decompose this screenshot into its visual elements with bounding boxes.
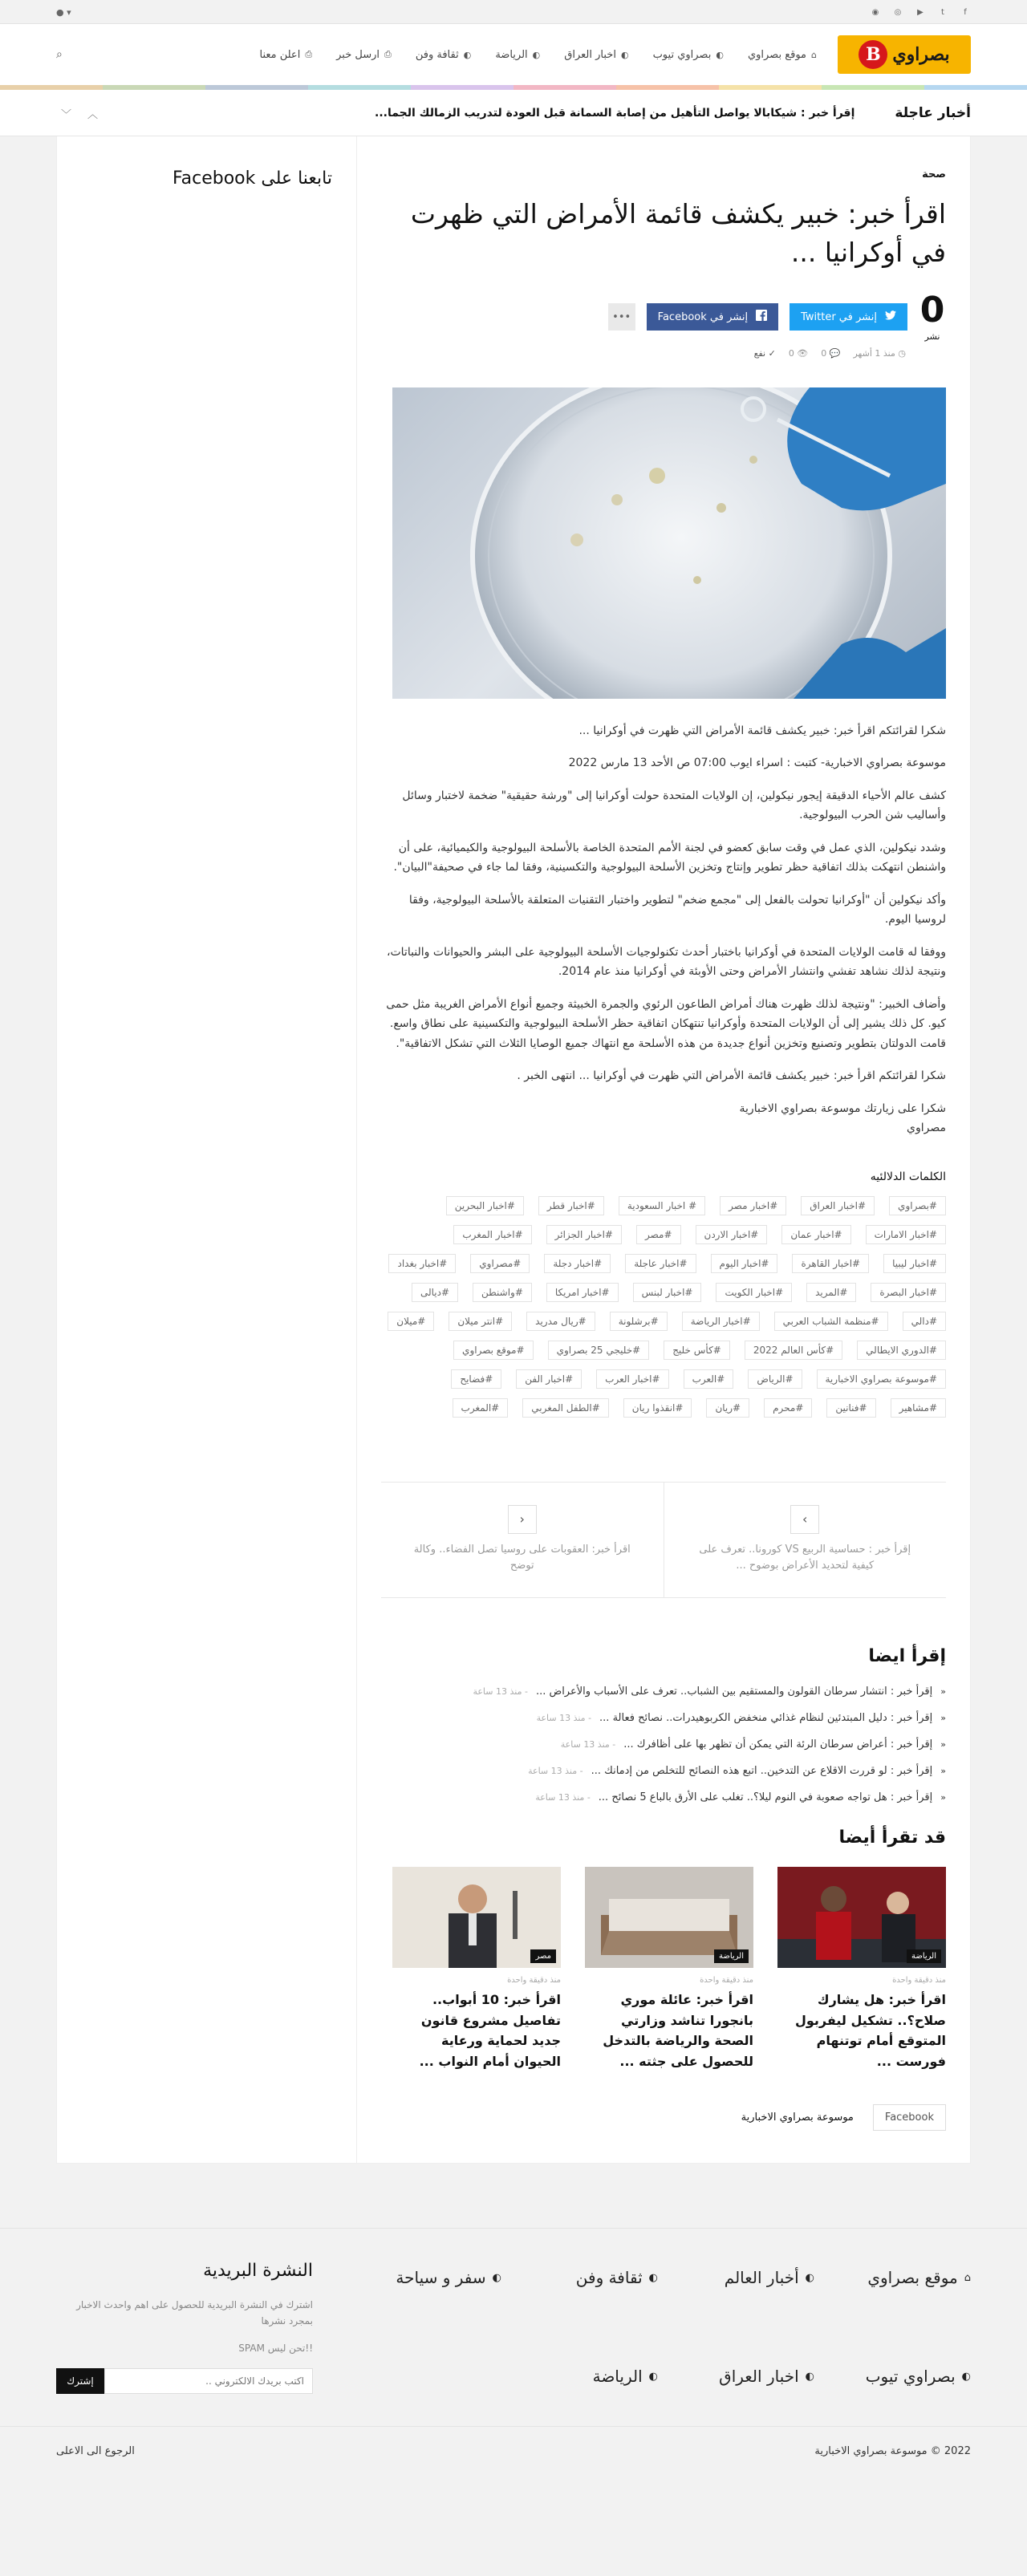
tag-link[interactable]: #اخبار الجزائر <box>546 1225 622 1244</box>
footer-category-label: اخبار العراق <box>719 2367 799 2387</box>
tag-link[interactable]: #اخبار الكويت <box>716 1283 792 1302</box>
tag-link[interactable]: #اخبار الامارات <box>866 1225 946 1244</box>
tag-link[interactable]: #اخبار العرب <box>596 1369 668 1389</box>
tag-link[interactable]: #دالي <box>903 1312 946 1331</box>
tag-link[interactable]: #اخبار البصرة <box>871 1283 946 1302</box>
nav-item[interactable] <box>259 49 312 61</box>
footer-categories <box>345 2261 971 2394</box>
tag-link[interactable]: #فنانين <box>826 1398 875 1418</box>
read-also-item-title: إقرأ خبر : انتشار سرطان القولون والمستقيم بين الشباب.. تعرف على الأسباب والأعراض ... <box>535 1686 933 1698</box>
tags-title: الكلمات الدلالئيه <box>870 1170 946 1183</box>
tag-link[interactable]: #المغرب <box>453 1398 509 1418</box>
tag-link[interactable]: #منظمة الشباب العربي <box>774 1312 888 1331</box>
read-also-item-title: إقرأ خبر : لو قررت الاقلاع عن التدخين.. اتبع هذه النصائح للتخلص من إدمانك ... <box>591 1765 933 1778</box>
facebook-icon <box>756 310 767 324</box>
newsletter-email-input[interactable] <box>104 2368 313 2394</box>
sidebar <box>57 136 356 2163</box>
news-card-category[interactable]: الرياضة <box>714 1949 749 1963</box>
tag-link[interactable]: #اخبار امريكا <box>546 1283 619 1302</box>
nav-item[interactable] <box>336 49 392 61</box>
share-twitter-button[interactable] <box>790 303 907 331</box>
tag-link[interactable]: # اخبار السعودية <box>619 1196 705 1215</box>
tag-link[interactable]: #اخبار دجلة <box>544 1254 611 1273</box>
nav-item[interactable] <box>495 49 540 61</box>
tag-link[interactable]: #كأس العالم 2022 <box>745 1341 842 1360</box>
footer-category-icon: ⌂ <box>964 2271 971 2284</box>
post-navigation <box>381 1482 946 1599</box>
read-also-list <box>381 1686 946 1803</box>
tag-link[interactable]: #موقع بصراوي <box>453 1341 534 1360</box>
footer-category-link[interactable] <box>501 2261 658 2295</box>
read-also-item[interactable] <box>381 1712 946 1724</box>
comment-tabs <box>381 2104 946 2131</box>
footer-category-label: بصراوي تيوب <box>865 2367 956 2387</box>
view-count: 👁 0 <box>788 347 809 359</box>
share-twitter-label: إنشر في Twitter <box>801 310 877 323</box>
article-source: مصراوي <box>907 1122 946 1135</box>
logo-text: بصراوي <box>892 44 950 65</box>
footer-category-icon: ◐ <box>805 2370 814 2383</box>
tag-link[interactable]: #اخبار المغرب <box>453 1225 531 1244</box>
tag-link[interactable]: #واشنطن <box>473 1283 532 1302</box>
tag-link[interactable]: #اخبار ليبيا <box>883 1254 946 1273</box>
tag-link[interactable]: #ريان <box>706 1398 749 1418</box>
tag-link[interactable]: #اخبار قطر <box>538 1196 604 1215</box>
tag-link[interactable]: #اخبار الرياضة <box>682 1312 760 1331</box>
read-also-item-time: - منذ 13 ساعة <box>528 1766 583 1777</box>
footer-category-label: سفر و سياحة <box>396 2268 486 2288</box>
tag-link[interactable]: #برشلونة <box>610 1312 668 1331</box>
tag-link[interactable]: #بصراوي <box>889 1196 946 1215</box>
tag-link[interactable]: #كأس خليج <box>664 1341 730 1360</box>
tag-link[interactable]: #مصراوي <box>470 1254 530 1273</box>
footer-category-link[interactable] <box>658 2261 814 2295</box>
main-nav <box>56 48 817 61</box>
nav-item-icon: ◐ <box>532 49 541 60</box>
tag-link[interactable]: #ميلان <box>388 1312 434 1331</box>
news-card-date: منذ دقيقة واحدة <box>507 1976 561 1986</box>
tag-link[interactable]: #اخبار الفن <box>516 1369 582 1389</box>
newsletter-title: النشرة البريدية <box>203 2260 313 2281</box>
prev-arrow-icon: ‹ <box>508 1505 537 1534</box>
tag-link[interactable]: #اخبار البحرين <box>446 1196 524 1215</box>
twitter-icon[interactable]: t <box>941 7 944 17</box>
nav-item[interactable] <box>416 49 471 61</box>
youtube-icon[interactable]: ▶ <box>917 7 923 17</box>
newsletter-subscribe-button[interactable]: إشترك <box>56 2368 104 2394</box>
tag-link[interactable]: #الدوري الايطالي <box>857 1341 946 1360</box>
nav-item-icon: ◐ <box>620 49 629 60</box>
rss-icon[interactable]: ◉ <box>871 7 879 17</box>
news-card-date: منذ دقيقة واحدة <box>892 1976 946 1986</box>
read-also-item[interactable] <box>381 1765 946 1777</box>
breaking-news-bar <box>0 90 1027 136</box>
article-feature-image <box>392 387 946 699</box>
nav-item[interactable] <box>564 49 628 61</box>
next-post-title: إقرأ خبر : حساسية الربيع VS كورونا.. تعرف على كيفية لتحديد الأعراض بوضوح ... <box>699 1543 911 1572</box>
news-card-category[interactable]: مصر <box>530 1949 556 1963</box>
site-header <box>0 24 1027 85</box>
tag-link[interactable]: #مشاهير <box>891 1398 946 1418</box>
article-body <box>381 721 946 1138</box>
news-card-image[interactable] <box>777 1867 946 1968</box>
news-card-date: منذ دقيقة واحدة <box>700 1976 753 1986</box>
chevron-icon: « <box>940 1713 946 1724</box>
article-paragraph: وأضاف الخبير: "ونتيجة لذلك ظهرت هناك أمراض الطاعون الرئوي والجمرة الخبيثة وجميع أنواع الأمراض الغريبة مثل حمى كيو. كل ذلك يشير إلى أن الولايات المتحدة وأوكرانيا تنتهكان اتفاقية حظر الأسلحة البيولوجية والتكسينية على نطاق واسع. قامت الدولتان بتطوير وتصنيع وتخزين أنواع جديدة من هذه الأسلحة مع انتهاك جميع الوصايا الثلاث التي تشكل الاتفاقية". <box>386 997 946 1050</box>
twitter-icon <box>885 310 896 323</box>
news-card-category[interactable]: الرياضة <box>907 1949 941 1963</box>
share-count <box>919 289 946 342</box>
nav-item-label: ثقافة وفن <box>415 48 459 61</box>
footer-category-icon: ◐ <box>961 2370 971 2383</box>
prev-post-link[interactable] <box>381 1483 664 1598</box>
tag-link[interactable]: #اخبار الاردن <box>696 1225 768 1244</box>
breaking-down-icon[interactable]: ﹀ <box>61 108 72 121</box>
social-links <box>870 8 971 17</box>
tag-link[interactable]: #اخبار عمان <box>781 1225 850 1244</box>
tag-link[interactable]: #مصر <box>636 1225 681 1244</box>
read-also-item-title: إقرأ خبر : هل تواجه صعوبة في النوم ليلا؟.. تغلب على الأرق بالباع 5 نصائح ... <box>598 1791 933 1804</box>
chevron-icon: « <box>940 1686 946 1698</box>
search-icon[interactable]: ⌕ <box>56 48 63 61</box>
article-column <box>356 136 970 2163</box>
read-also-item[interactable] <box>381 1791 946 1803</box>
tag-link[interactable]: #محرم <box>764 1398 812 1418</box>
news-card[interactable] <box>585 1867 753 2071</box>
share-facebook-label: إنشر في Facebook <box>657 310 749 323</box>
vote-button[interactable]: ✓ نفع <box>753 347 776 359</box>
tags-list <box>381 1196 946 1418</box>
read-also-item-time: - منذ 13 ساعة <box>535 1792 591 1803</box>
chevron-icon: « <box>940 1739 946 1750</box>
newsletter <box>56 2261 345 2394</box>
nav-item-label: ارسل خبر <box>336 48 380 61</box>
article-paragraph: وشدد نيكولين، الذي عمل في وقت سابق كعضو في لجنة الأمم المتحدة الخاصة بالأسلحة البيولوجية والكيميائية، على أن واشنطن انتهكت بذلك اتفاقية حظر تطوير وإنتاج وتخزين الأسلحة البيولوجية والتكسينية، وفقا لما جاء في صحيفة"البيان". <box>393 841 946 874</box>
news-card-image[interactable] <box>392 1867 561 1968</box>
footer-category-label: الرياضة <box>592 2367 643 2387</box>
tag-link[interactable]: #اخبار عاجلة <box>625 1254 696 1273</box>
facebook-icon[interactable]: f <box>964 7 967 17</box>
user-menu-icon[interactable]: ▾ ● <box>56 6 71 18</box>
tag-link[interactable]: #خليجي 25 بصراوي <box>548 1341 650 1360</box>
content-area <box>56 136 971 2164</box>
site-logo[interactable] <box>838 35 971 74</box>
footer-category-icon: ◐ <box>492 2271 501 2284</box>
nav-item-icon: ⎙ <box>305 49 313 59</box>
chevron-icon: « <box>940 1792 946 1803</box>
chevron-icon: « <box>940 1766 946 1777</box>
share-row <box>381 289 946 342</box>
article-paragraph: ووفقا له قامت الولايات المتحدة في أوكرانيا باختبار أحدث تكنولوجيات الأسلحة البيولوجية على البشر والحيوانات والنباتات، ونتيجة لذلك نشاهد تفشي وانتشار الأمراض وحتى الأوبئة في أوكرانيا منذ عام 2014. <box>386 945 946 979</box>
news-card[interactable] <box>777 1867 946 2071</box>
share-facebook-button[interactable] <box>647 303 778 331</box>
footer-category-link[interactable] <box>814 2359 971 2394</box>
sidebar-title: تابعنا على Facebook <box>172 168 332 189</box>
tag-link[interactable]: #اخبار اليوم <box>711 1254 778 1273</box>
site-footer <box>0 2228 1027 2426</box>
may-read-cards <box>381 1867 946 2071</box>
read-also-item-time: - منذ 13 ساعة <box>473 1686 528 1698</box>
article-paragraph: شكرا لقرائتكم اقرأ خبر: خبير يكشف قائمة الأمراض التي ظهرت في أوكرانيا ... انتهى الخبر . <box>517 1069 946 1083</box>
breaking-label: أخبار عاجلة <box>895 105 971 121</box>
read-also-item[interactable] <box>381 1738 946 1750</box>
nav-item-label: الرياضة <box>495 48 528 61</box>
nav-item-label: موقع بصراوي <box>747 48 807 61</box>
nav-item-label: بصراوي تيوب <box>652 48 712 61</box>
footer-category-icon: ◐ <box>805 2271 814 2284</box>
footer-category-link[interactable] <box>345 2261 501 2295</box>
article-paragraph: وأكد نيكولين أن "أوكرانيا تحولت بالفعل إلى "مجمع ضخم" لتطوير واختبار التقنيات المتعلقة بالأسلحة البيولوجية، وفقا لروسيا اليوم. <box>408 893 946 927</box>
nav-item-label: اعلن معنا <box>259 48 301 61</box>
news-card-title[interactable]: اقرأ خبر: عائلة موري بانجورا تناشد وزارتي الصحة والرياضة بالتدخل للحصول على جثته ... <box>603 1992 753 2070</box>
nav-item-icon: ◐ <box>463 49 472 60</box>
tag-link[interactable]: #ريال مدريد <box>526 1312 595 1331</box>
tag-link[interactable]: #انقذوا ريان <box>623 1398 692 1418</box>
article-paragraph: شكرا لقرائتكم اقرأ خبر: خبير يكشف قائمة الأمراض التي ظهرت في أوكرانيا ... <box>578 724 946 737</box>
news-card-image[interactable] <box>585 1867 753 1968</box>
prev-post-title: اقرأ خبر: العقوبات على روسيا تصل الفضاء.. وكالة توضح <box>413 1543 631 1572</box>
tag-link[interactable]: #انتر ميلان <box>449 1312 512 1331</box>
article-category[interactable]: صحة <box>922 168 946 181</box>
more-share-button[interactable]: ••• <box>608 303 635 331</box>
nav-item-icon: ⌂ <box>811 49 817 60</box>
copyright: 2022 © موسوعة بصراوي الاخبارية <box>814 2445 971 2458</box>
read-also-item-time: - منذ 13 ساعة <box>560 1739 616 1750</box>
share-count-number: 0 <box>919 289 945 331</box>
nav-item-icon: ⎙ <box>384 49 392 59</box>
newsletter-nospam: !!تحن ليس SPAM <box>238 2343 313 2355</box>
share-count-label: نشر <box>924 331 940 342</box>
next-post-link[interactable] <box>664 1483 947 1598</box>
may-read-title: قد تقرأ أيضا <box>838 1828 946 1848</box>
footer-category-link[interactable] <box>658 2359 814 2394</box>
comment-count[interactable]: 💬 0 <box>821 347 841 359</box>
back-to-top-link[interactable]: الرجوع الى الاعلى <box>56 2445 135 2458</box>
tag-link[interactable]: #الطفل المغربي <box>522 1398 609 1418</box>
tag-link[interactable]: #اخبار بغداد <box>388 1254 456 1273</box>
news-card-title[interactable]: اقرأ خبر: 10 أبواب.. تفاصيل مشروع قانون جديد لحماية ورعاية الحيوان أمام النواب ... <box>419 1992 561 2070</box>
article-meta <box>381 348 906 359</box>
nav-item[interactable] <box>748 49 817 61</box>
footer-category-label: موقع بصراوي <box>867 2268 958 2288</box>
tag-link[interactable]: #العرب <box>684 1369 734 1389</box>
tag-link[interactable]: #اخبار لبنس <box>633 1283 702 1302</box>
footer-category-label: ثقافة وفن <box>575 2268 643 2288</box>
article-paragraph: موسوعة بصراوي الاخبارية- كتبت : اسراء ايوب 07:00 ص الأحد 13 مارس 2022 <box>568 757 946 770</box>
tab-facebook[interactable]: Facebook <box>873 2104 946 2131</box>
news-card[interactable] <box>392 1867 561 2071</box>
read-also-item-time: - منذ 13 ساعة <box>536 1713 592 1724</box>
article-paragraph: كشف عالم الأحياء الدقيقة إيجور نيكولين، إن الولايات المتحدة حولت أوكرانيا إلى "ورشة حقيقية" ضخمة لاختبار وسائل وأساليب شن الحرب البيولوجية. <box>402 789 946 822</box>
nav-item[interactable] <box>653 49 724 61</box>
logo-letter: B <box>859 40 887 69</box>
instagram-icon[interactable]: ◎ <box>894 7 902 17</box>
tag-link[interactable]: #اخبار القاهرة <box>792 1254 869 1273</box>
read-also-item-title: إقرأ خبر : أعراض سرطان الرئة التي يمكن أن تظهر بها على أظافرك ... <box>623 1738 933 1751</box>
tag-link[interactable]: #موسوعة بصراوي الاخبارية <box>817 1369 947 1389</box>
tag-link[interactable]: #اخبار مصر <box>720 1196 786 1215</box>
read-also-title: إقرأ ايضا <box>868 1646 946 1667</box>
newsletter-desc: اشترك في النشرة البريدية للحصول على اهم واحدث الاخبار بمجرد نشرها <box>76 2298 313 2327</box>
tab-site[interactable]: موسوعة بصراوي الاخبارية <box>741 2111 854 2124</box>
footer-category-icon: ◐ <box>648 2271 658 2284</box>
breaking-up-icon[interactable]: ︿ <box>87 108 99 121</box>
post-time: ◷ منذ 1 أشهر <box>853 347 906 359</box>
tag-link[interactable]: #ديالى <box>412 1283 458 1302</box>
nav-item-icon: ◐ <box>716 49 724 60</box>
article-thanks: شكرا على زيارتك موسوعة بصراوي الاخبارية <box>739 1101 946 1115</box>
tag-link[interactable]: #الرياض <box>748 1369 802 1389</box>
nav-item-label: اخبار العراق <box>564 48 616 61</box>
breaking-headline[interactable]: إقرأ خبر : شيكابالا يواصل التأهيل من إصابة السمانة قبل العودة لتدريب الزمالك الجما... <box>375 107 855 120</box>
read-also-item-title: إقرأ خبر : دليل المبتدئين لنظام غذائي منخفض الكربوهيدرات.. نصائح فعالة ... <box>599 1712 933 1725</box>
footer-bottom-bar <box>0 2426 1027 2476</box>
tag-link[interactable]: #المريد <box>806 1283 856 1302</box>
footer-category-link[interactable] <box>814 2261 971 2295</box>
news-card-title[interactable]: اقرأ خبر: هل يشارك صلاح؟.. تشكيل ليفربول المتوقع أمام توتنهام فورست ... <box>794 1992 946 2070</box>
article-title: اقرأ خبر: خبير يكشف قائمة الأمراض التي ظهرت في أوكرانيا ... <box>410 198 946 268</box>
next-arrow-icon: › <box>790 1505 819 1534</box>
read-also-item[interactable] <box>381 1686 946 1698</box>
footer-category-label: أخبار العالم <box>724 2268 799 2288</box>
footer-category-link[interactable] <box>501 2359 658 2394</box>
tag-link[interactable]: #فضايح <box>451 1369 501 1389</box>
footer-category-icon: ◐ <box>648 2370 658 2383</box>
tag-link[interactable]: #اخبار العراق <box>801 1196 875 1215</box>
top-bar <box>0 0 1027 24</box>
